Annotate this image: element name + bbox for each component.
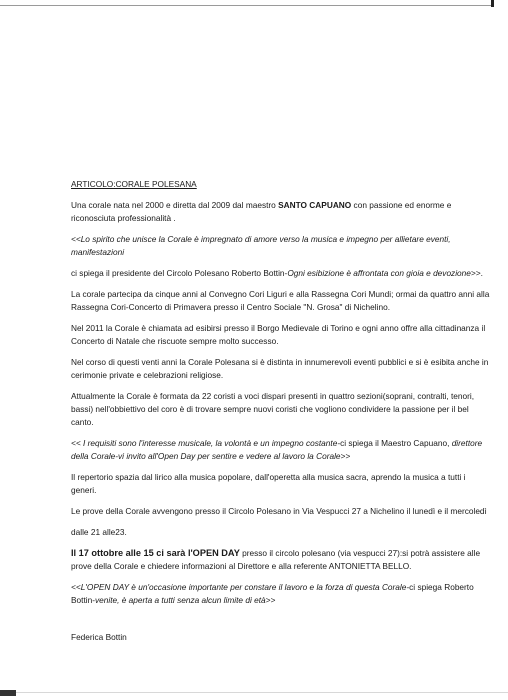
paragraph-2011: Nel 2011 la Corale è chiamata ad esibirsi presso il Borgo Medievale di Torino e ogni anno offre alla cittadinanza il Concerto di Natale che riscuote sempre molto successo. (71, 323, 486, 346)
paragraph-rehearsal-hours: dalle 21 alle23. (71, 527, 127, 537)
quote-president-attribution (71, 267, 491, 280)
scan-top-corner-mark (491, 0, 494, 7)
scan-bottom-corner-mark (0, 690, 16, 696)
paragraph-intro-text-end: con passione ed enorme e riconosciuta professionalità . (71, 200, 452, 223)
quote-open-day-text: <<L'OPEN DAY è un'occasione importante per constare il lavoro e la forza di questa Corale- (71, 582, 410, 592)
attribution-quote: Ogni esibizione è affrontata con gioia e devozione>> (287, 268, 481, 278)
paragraph-intro (71, 199, 491, 225)
paragraph-composition: Attualmente la Corale è formata da 22 coristi a voci dispari presenti in quattro sezioni(soprani, contralti, tenori, bassi) nell'obbiettivo del coro è di trovare sempre nuovi coristi che vogliono condividere la passione per il bel canto. (71, 391, 475, 427)
scan-top-edge-line (0, 5, 492, 6)
paragraph-intro-text: Una corale nata nel 2000 e diretta dal 2009 dal maestro (71, 200, 279, 210)
quote-maestro-text: << I requisiti sono l'interesse musicale, la volontà e un impegno costante- (71, 438, 341, 448)
attribution-text: ci spiega il presidente del Circolo Polesano Roberto Bottin- (71, 268, 288, 278)
quote-maestro-text-end: direttore della Corale-vi invito all'Open Day per sentire e vedere al lavoro la Corale>> (71, 438, 483, 461)
quote-open-day-text-end: venite, è aperta a tutti senza alcun limite di età>> (94, 595, 276, 605)
paragraph-rehearsals: Le prove della Corale avvengono presso il Circolo Polesano in Via Vespucci 27 a Nichelino il lunedì e il mercoledì (71, 506, 487, 516)
paragraph-events: Nel corso di questi venti anni la Corale Polesana si è distinta in innumerevoli eventi pubblici e si è esibita anche in cerimonie private e celebrazioni religiose. (71, 357, 489, 380)
open-day-details: presso il circolo polesano (via vespucci 27):si potrà assistere alle prove della Corale e chiedere informazioni al Direttore e alla referente ANTONIETTA BELLO. (71, 548, 481, 571)
paragraph-repertoire: Il repertorio spazia dal lirico alla musica popolare, dall'operetta alla musica sacra, aprendo la musica a tutti i generi. (71, 472, 466, 495)
article-body (71, 178, 491, 644)
quote-maestro (71, 437, 491, 463)
quote-president-start: <<Lo spirito che unisce la Corale è impregnato di amore verso la musica e impegno per allietare eventi, manifestazioni (71, 234, 451, 257)
open-day-highlight: Il 17 ottobre alle 15 ci sarà l'OPEN DAY (71, 548, 240, 558)
quote-open-day-attribution: ci spiega Roberto Bottin- (71, 582, 474, 605)
quote-maestro-attribution: ci spiega il Maestro Capuano, (340, 438, 450, 448)
quote-open-day (71, 581, 491, 607)
conductor-name: SANTO CAPUANO (278, 200, 352, 210)
scan-bottom-edge-line (16, 692, 508, 693)
article-heading: ARTICOLO:CORALE POLESANA (71, 179, 197, 189)
paragraph-festivals: La corale partecipa da cinque anni al Convegno Cori Liguri e alla Rassegna Cori Mundi; ormai da quattro anni alla Rassegna Cori-Concerto di Primavera presso il Centro Sociale "N. Grosa" di Nichelino. (71, 289, 490, 312)
author-signature: Federica Bottin (71, 632, 127, 642)
attribution-period: . (480, 268, 483, 278)
paragraph-open-day (71, 547, 491, 573)
